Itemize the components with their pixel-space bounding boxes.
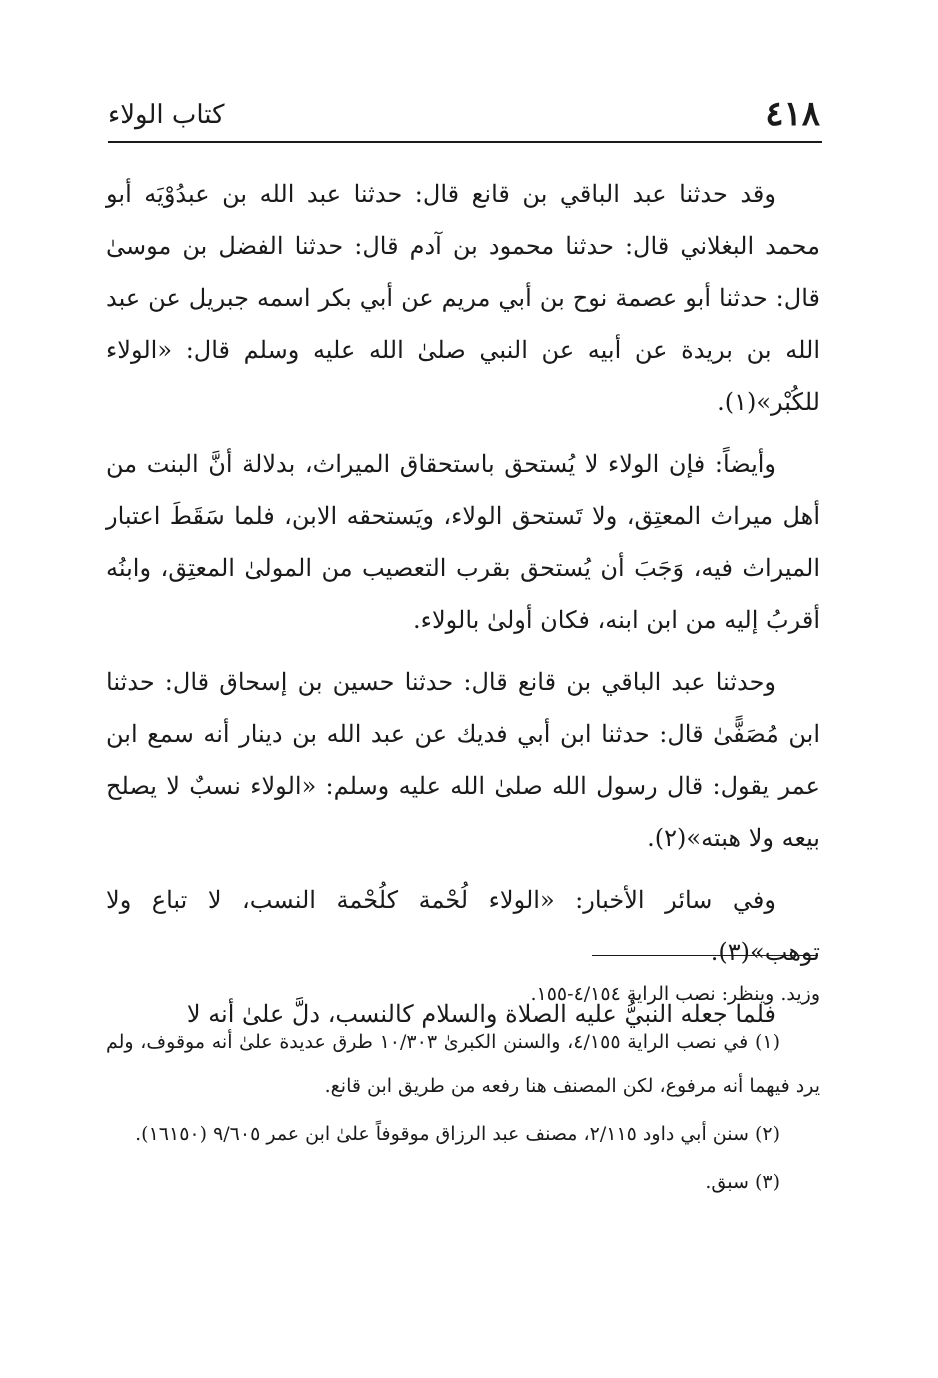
- paragraph-1: وقد حدثنا عبد الباقي بن قانع قال: حدثنا عبد الله بن عبدُوْيَه أبو محمد البغلاني قال: حدثنا محمود بن آدم قال: حدثنا الفضل بن موسىٰ قال: حدثنا أبو عصمة نوح بن أبي مريم عن أبي بكر اسمه جبريل عن عبد الله بن بريدة عن أبيه عن النبي صلىٰ الله عليه وسلم قال: «الولاء للكُبْر»(١).: [106, 180, 820, 416]
- footnotes: [106, 972, 820, 1208]
- footnote-1: (١) في نصب الراية ٤/١٥٥، والسنن الكبرىٰ ١٠/٣٠٣ طرق عديدة علىٰ أنه موقوف، ولم يرد فيهما أنه مرفوع، لكن المصنف هنا رفعه من طريق ابن قانع.: [106, 1031, 820, 1097]
- paragraph-2: وأيضاً: فإن الولاء لا يُستحق باستحقاق الميراث، بدلالة أنَّ البنت من أهل ميراث المعتِق، ولا تَستحق الولاء، ويَستحقه الابن، فلما سَقَطَ اعتبار الميراث فيه، وَجَبَ أن يُستحق بقرب التعصيب من المولىٰ المعتِق، وابنُه أقربُ إليه من ابن ابنه، فكان أولىٰ بالولاء.: [106, 450, 820, 634]
- footnote-continuation: وزيد. وينظر: نصب الراية ٤/١٥٤-١٥٥.: [530, 983, 820, 1005]
- paragraph-4: وفي سائر الأخبار: «الولاء لُحْمة كلُحْمة النسب، لا تباع ولا توهب»(٣).: [106, 886, 820, 966]
- main-text: [106, 168, 820, 1050]
- page-number: ٤١٨: [765, 94, 820, 134]
- footnote-2: (٢) سنن أبي داود ٢/١١٥، مصنف عبد الرزاق موقوفاً علىٰ ابن عمر ٩/٦٠٥ (١٦١٥٠).: [135, 1123, 780, 1145]
- paragraph-5: فلما جعله النبيُّ عليه الصلاة والسلام كالنسب، دلَّ علىٰ أنه لا: [186, 1000, 776, 1028]
- footnote-3: (٣) سبق.: [705, 1171, 780, 1193]
- paragraph-3: وحدثنا عبد الباقي بن قانع قال: حدثنا حسين بن إسحاق قال: حدثنا ابن مُصَفًّىٰ قال: حدثنا ابن أبي فديك عن عبد الله بن دينار أنه سمع ابن عمر يقول: قال رسول الله صلىٰ الله عليه وسلم: «الولاء نسبٌ لا يصلح بيعه ولا هبته»(٢).: [106, 668, 820, 852]
- page-header: [108, 92, 820, 138]
- running-title: كتاب الولاء: [108, 100, 225, 130]
- header-divider: [108, 141, 822, 143]
- footnote-divider: [592, 955, 818, 956]
